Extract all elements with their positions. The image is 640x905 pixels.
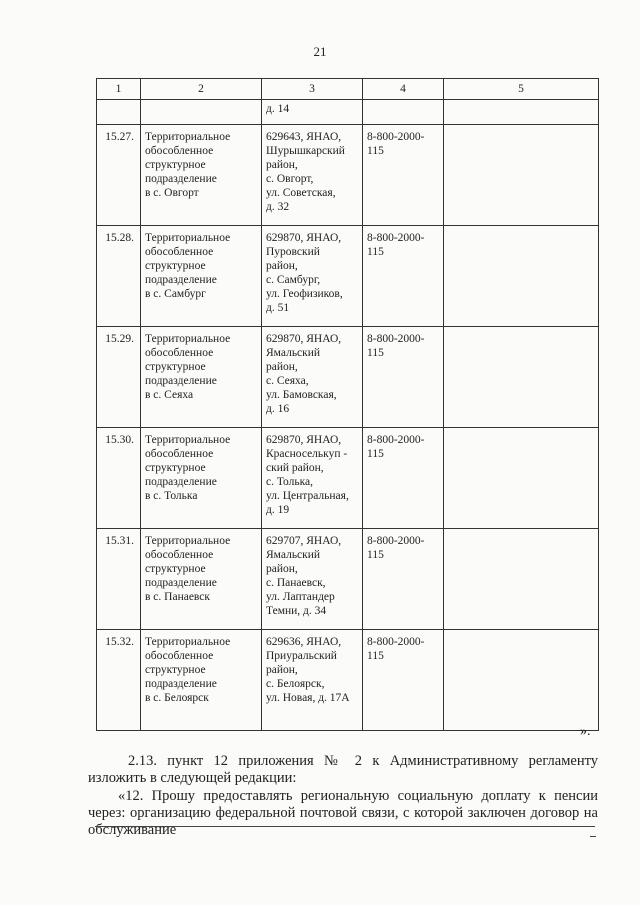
address-cell [262, 529, 363, 630]
cell-line: 115 [367, 246, 384, 258]
department-name-cell [141, 226, 262, 327]
row-number-cell: 15.28. [97, 226, 141, 327]
extra-cell [444, 428, 599, 529]
cell-line: подразделение [145, 678, 217, 690]
cell-line: структурное [145, 159, 206, 171]
address-cell [262, 630, 363, 731]
phone-cell [363, 125, 444, 226]
cell-line: район, [266, 260, 298, 272]
cell-line: район, [266, 563, 298, 575]
cell-line: Ямальский [266, 549, 321, 561]
cell-line: с. Белоярск, [266, 678, 325, 690]
cell-line: обособленное [145, 448, 214, 460]
row-number-cell: 15.32. [97, 630, 141, 731]
cell-line: 629870, ЯНАО, [266, 434, 342, 446]
cell-line: обособленное [145, 246, 214, 258]
cell-line: с. Овгорт, [266, 173, 314, 185]
cell-line: Территориальное [145, 131, 231, 143]
cell-line: в с. Самбург [145, 288, 206, 300]
continuation-row [97, 100, 599, 125]
cell-line: 629643, ЯНАО, [266, 131, 342, 143]
cell-line: 8-800-2000- [367, 636, 425, 648]
cell-line: 115 [367, 448, 384, 460]
cell-line: 115 [367, 347, 384, 359]
amendment-paragraph: 2.13. пункт 12 приложения № 2 к Административному регламенту изложить в следующей редакции: [88, 752, 598, 786]
cell-line: структурное [145, 361, 206, 373]
extra-cell [444, 226, 599, 327]
divider-line [95, 826, 595, 827]
cell-line: 8-800-2000- [367, 434, 425, 446]
row-number-cell: 15.27. [97, 125, 141, 226]
cell-line: обособленное [145, 549, 214, 561]
cell-line: 8-800-2000- [367, 232, 425, 244]
cell-line: структурное [145, 664, 206, 676]
cell-line: подразделение [145, 274, 217, 286]
column-header: 1 [97, 79, 141, 100]
row-number-cell: 15.31. [97, 529, 141, 630]
cell-line: Приуральский [266, 650, 337, 662]
table-cell: д. 14 [262, 100, 363, 125]
cell-line: Пуровский [266, 246, 320, 258]
cell-line: д. 32 [266, 201, 290, 213]
cell-line: ский район, [266, 462, 324, 474]
cell-line: обособленное [145, 145, 214, 157]
cell-line: 629870, ЯНАО, [266, 232, 342, 244]
extra-cell [444, 630, 599, 731]
phone-cell [363, 327, 444, 428]
address-cell [262, 327, 363, 428]
cell-line: структурное [145, 462, 206, 474]
cell-line: д. 51 [266, 302, 290, 314]
table-header-row [97, 79, 599, 100]
phone-cell [363, 226, 444, 327]
column-header: 4 [363, 79, 444, 100]
table-cell [363, 100, 444, 125]
cell-line: 8-800-2000- [367, 535, 425, 547]
extra-cell [444, 327, 599, 428]
application-text-paragraph: «12. Прошу предоставлять региональную социальную доплату к пенсии через: организацию федеральной почтовой связи, с которой заключен договор на обслуживание [88, 787, 598, 838]
department-name-cell [141, 630, 262, 731]
cell-line: 115 [367, 145, 384, 157]
departments-table [96, 78, 599, 731]
address-cell [262, 125, 363, 226]
cell-line: ул. Лаптандер [266, 591, 335, 603]
department-name-cell [141, 428, 262, 529]
cell-line: ул. Геофизиков, [266, 288, 343, 300]
table-row [97, 226, 599, 327]
cell-line: с. Самбург, [266, 274, 321, 286]
cell-line: Территориальное [145, 232, 231, 244]
phone-cell [363, 428, 444, 529]
cell-line: 629870, ЯНАО, [266, 333, 342, 345]
divider-line [590, 836, 596, 837]
extra-cell [444, 529, 599, 630]
cell-line: в с. Овгорт [145, 187, 199, 199]
table-cell [141, 100, 262, 125]
cell-line: подразделение [145, 476, 217, 488]
cell-line: в с. Сеяха [145, 389, 194, 401]
phone-cell [363, 529, 444, 630]
cell-line: обособленное [145, 650, 214, 662]
cell-line: структурное [145, 563, 206, 575]
cell-line: Красноселькуп - [266, 448, 348, 460]
cell-line: в с. Белоярск [145, 692, 209, 704]
table-row [97, 327, 599, 428]
table-row [97, 125, 599, 226]
cell-line: подразделение [145, 173, 217, 185]
department-name-cell [141, 327, 262, 428]
cell-line: район, [266, 664, 298, 676]
extra-cell [444, 125, 599, 226]
cell-line: ул. Советская, [266, 187, 336, 199]
cell-line: район, [266, 361, 298, 373]
table-row [97, 630, 599, 731]
cell-line: 8-800-2000- [367, 333, 425, 345]
cell-line: ул. Бамовская, [266, 389, 337, 401]
cell-line: 115 [367, 549, 384, 561]
address-cell [262, 226, 363, 327]
cell-line: Территориальное [145, 535, 231, 547]
cell-line: в с. Панаевск [145, 591, 210, 603]
cell-line: с. Панаевск, [266, 577, 326, 589]
cell-line: 8-800-2000- [367, 131, 425, 143]
closing-quote-mark: ». [580, 724, 591, 739]
cell-line: ул. Новая, д. 17А [266, 692, 350, 704]
cell-line: в с. Толька [145, 490, 198, 502]
cell-line: Территориальное [145, 434, 231, 446]
cell-line: Шурышкарский [266, 145, 345, 157]
phone-cell [363, 630, 444, 731]
table-row [97, 529, 599, 630]
cell-line: ул. Центральная, [266, 490, 349, 502]
page-number: 21 [313, 44, 327, 59]
cell-line: 115 [367, 650, 384, 662]
cell-line: структурное [145, 260, 206, 272]
table-cell [97, 100, 141, 125]
cell-line: Территориальное [145, 636, 231, 648]
address-cell [262, 428, 363, 529]
cell-line: Территориальное [145, 333, 231, 345]
cell-line: подразделение [145, 375, 217, 387]
cell-line: д. 16 [266, 403, 290, 415]
cell-line: 629707, ЯНАО, [266, 535, 342, 547]
cell-line: Темни, д. 34 [266, 605, 327, 617]
cell-line: район, [266, 159, 298, 171]
department-name-cell [141, 125, 262, 226]
department-name-cell [141, 529, 262, 630]
column-header: 2 [141, 79, 262, 100]
cell-line: Ямальский [266, 347, 321, 359]
row-number-cell: 15.29. [97, 327, 141, 428]
table-cell [444, 100, 599, 125]
column-header: 5 [444, 79, 599, 100]
cell-line: с. Толька, [266, 476, 313, 488]
cell-line: 629636, ЯНАО, [266, 636, 342, 648]
cell-line: д. 19 [266, 504, 290, 516]
cell-line: с. Сеяха, [266, 375, 309, 387]
cell-line: обособленное [145, 347, 214, 359]
table-row [97, 428, 599, 529]
cell-line: подразделение [145, 577, 217, 589]
column-header: 3 [262, 79, 363, 100]
row-number-cell: 15.30. [97, 428, 141, 529]
